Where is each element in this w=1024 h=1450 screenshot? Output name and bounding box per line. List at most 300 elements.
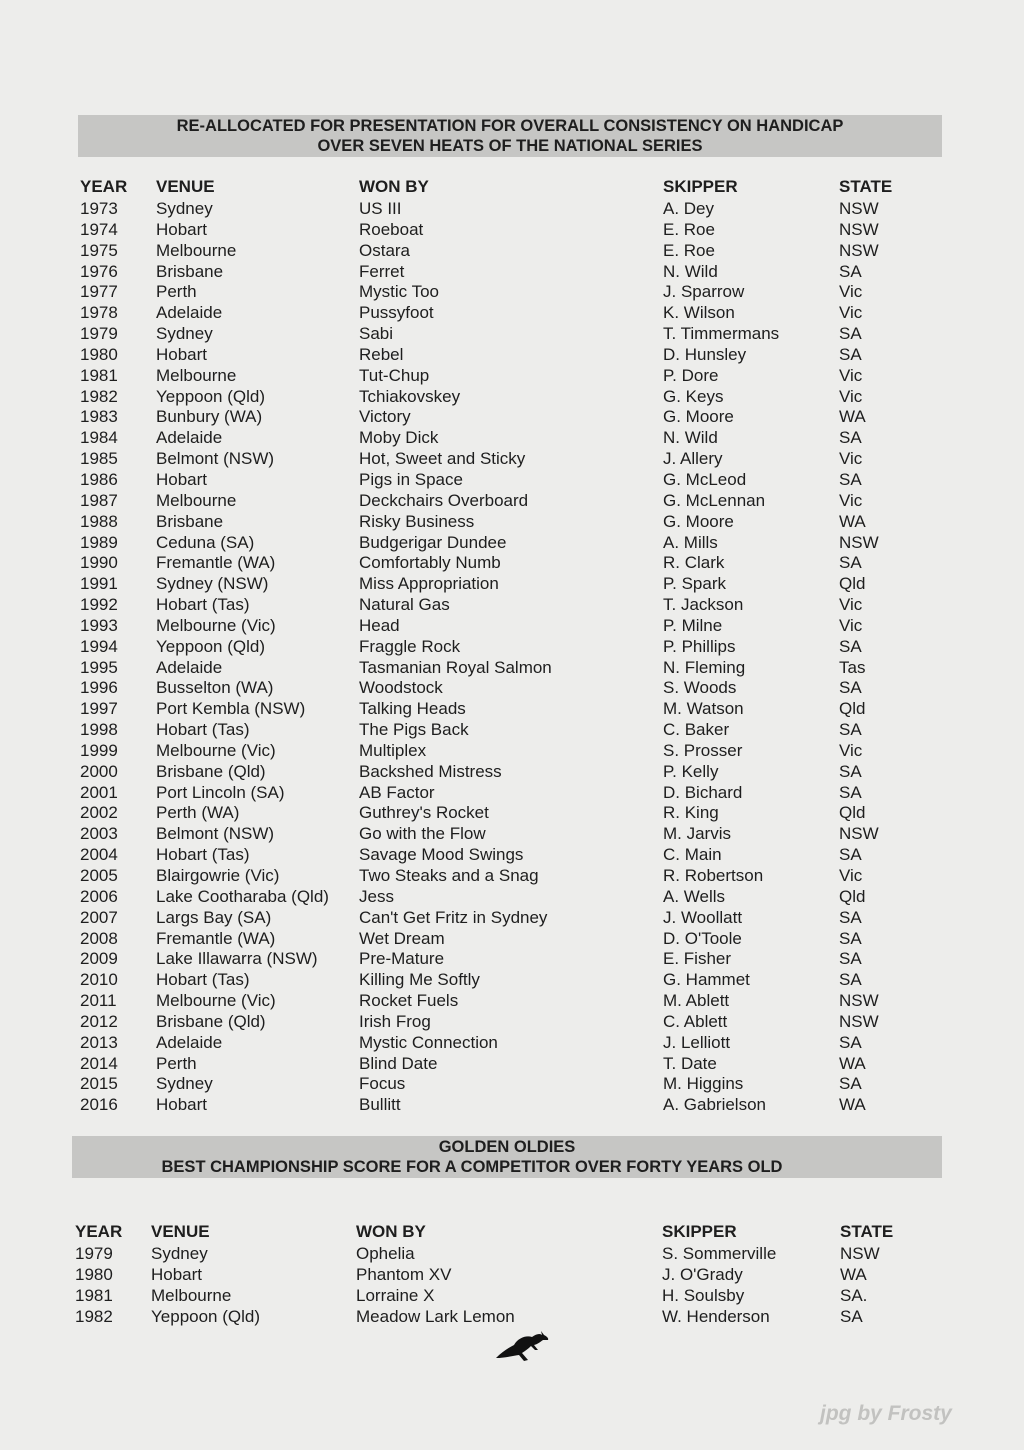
cell-skipper: T. Jackson (663, 595, 744, 615)
cell-state: NSW (840, 1244, 880, 1263)
header-won-by: WON BY (359, 177, 429, 196)
cell-venue: Belmont (NSW) (156, 824, 275, 844)
table-row (0, 470, 1024, 491)
cell-skipper: P. Spark (663, 574, 727, 594)
cell-year: 1992 (80, 595, 118, 615)
cell-won-by: Killing Me Softly (359, 970, 480, 990)
cell-won-by: Tut-Chup (359, 365, 430, 385)
section1-title-line1: RE-ALLOCATED FOR PRESENTATION FOR OVERALL CONSISTENCY ON HANDICAP (176, 117, 844, 135)
table-row (0, 803, 1024, 824)
table-row (0, 616, 1024, 637)
section1-rows (0, 199, 1024, 1116)
cell-state: Vic (839, 449, 863, 469)
cell-state: SA (839, 1032, 862, 1052)
header-state: STATE (839, 177, 893, 196)
cell-won-by: Wet Dream (359, 928, 445, 948)
cell-skipper: G. Moore (663, 407, 734, 427)
cell-won-by: Budgerigar Dundee (359, 532, 507, 552)
cell-state: Vic (839, 740, 863, 760)
cell-venue: Bunbury (WA) (156, 407, 263, 427)
cell-won-by: Focus (359, 1074, 406, 1094)
cell-skipper: E. Roe (663, 240, 715, 260)
cell-year: 1975 (80, 240, 118, 260)
cell-venue: Perth (156, 282, 197, 302)
cell-year: 1980 (80, 344, 118, 364)
cell-won-by: Ostara (359, 240, 411, 260)
cell-won-by: Sabi (359, 324, 394, 344)
table-row (0, 929, 1024, 950)
table-row (0, 887, 1024, 908)
cell-venue: Blairgowrie (Vic) (156, 866, 280, 885)
cell-venue: Perth (156, 1053, 197, 1073)
cell-year: 1990 (80, 553, 118, 573)
table-row (0, 699, 1024, 720)
section1-banner (78, 115, 942, 157)
cell-won-by: Two Steaks and a Snag (359, 866, 539, 885)
kangaroo-icon (494, 1328, 550, 1362)
cell-skipper: A. Wells (663, 886, 726, 906)
cell-state: SA (839, 782, 862, 802)
cell-won-by: Moby Dick (359, 428, 439, 448)
cell-state: Vic (839, 282, 863, 302)
cell-venue: Adelaide (156, 303, 223, 323)
cell-year: 1973 (80, 199, 118, 218)
table-row (0, 908, 1024, 929)
section2-table (0, 1222, 1024, 1327)
cell-skipper: J. Woollatt (663, 907, 743, 927)
cell-won-by: Irish Frog (359, 1011, 431, 1031)
cell-state: SA (839, 261, 862, 281)
table-row (0, 241, 1024, 262)
cell-venue: Belmont (NSW) (156, 449, 275, 469)
cell-won-by: Rebel (359, 344, 404, 364)
section2-rows (0, 1244, 1024, 1327)
cell-venue: Hobart (156, 344, 208, 364)
cell-skipper: T. Timmermans (663, 324, 780, 344)
cell-skipper: A. Mills (663, 532, 718, 552)
table-row (0, 449, 1024, 470)
cell-venue: Lake Illawarra (NSW) (156, 949, 318, 969)
cell-year: 1977 (80, 282, 118, 302)
cell-skipper: T. Date (663, 1053, 717, 1073)
header-won-by: WON BY (356, 1222, 426, 1241)
table-row (0, 824, 1024, 845)
cell-won-by: Ferret (359, 261, 405, 281)
cell-state: SA (839, 1074, 862, 1094)
cell-venue: Melbourne (Vic) (156, 740, 276, 760)
cell-won-by: Tasmanian Royal Salmon (359, 657, 552, 677)
cell-year: 2002 (80, 803, 118, 823)
cell-skipper: D. O'Toole (663, 928, 742, 948)
cell-state: NSW (839, 991, 879, 1011)
cell-venue: Hobart (Tas) (156, 720, 250, 740)
cell-year: 1985 (80, 449, 118, 469)
cell-state: WA (839, 511, 866, 531)
cell-venue: Hobart (156, 469, 208, 489)
cell-year: 2010 (80, 970, 118, 990)
cell-state: Vic (839, 615, 863, 635)
cell-skipper: P. Phillips (663, 636, 736, 656)
cell-venue: Brisbane (Qld) (156, 1011, 266, 1031)
cell-state: WA (840, 1264, 867, 1284)
cell-state: NSW (839, 824, 879, 844)
cell-year: 1978 (80, 303, 118, 323)
cell-state: SA (839, 970, 862, 990)
cell-won-by: Multiplex (359, 740, 427, 760)
cell-year: 1994 (80, 636, 118, 656)
cell-won-by: Comfortably Numb (359, 553, 501, 573)
cell-state: NSW (839, 199, 879, 218)
cell-state: SA (839, 761, 862, 781)
table-row (0, 366, 1024, 387)
cell-skipper: N. Fleming (663, 657, 746, 677)
table-row (0, 949, 1024, 970)
header-year: YEAR (75, 1222, 123, 1241)
cell-year: 2014 (80, 1053, 118, 1073)
cell-won-by: Woodstock (359, 678, 443, 698)
cell-venue: Port Kembla (NSW) (156, 699, 306, 719)
table-row (0, 741, 1024, 762)
cell-year: 2003 (80, 824, 118, 844)
cell-won-by: Guthrey's Rocket (359, 803, 489, 823)
cell-year: 1981 (75, 1285, 113, 1305)
cell-state: SA. (840, 1285, 868, 1305)
cell-year: 1981 (80, 365, 118, 385)
cell-skipper: G. McLennan (663, 490, 766, 510)
cell-year: 2000 (80, 761, 118, 781)
table-row (0, 1307, 1024, 1328)
cell-venue: Fremantle (WA) (156, 553, 276, 573)
cell-state: SA (839, 720, 862, 740)
cell-year: 1988 (80, 511, 118, 531)
cell-venue: Sydney (151, 1244, 208, 1263)
table-row (0, 678, 1024, 699)
table-row (0, 220, 1024, 241)
table-row (0, 845, 1024, 866)
cell-state: SA (839, 907, 862, 927)
cell-skipper: N. Wild (663, 428, 718, 448)
table-row (0, 1286, 1024, 1307)
cell-won-by: Mystic Too (359, 282, 439, 302)
cell-state: SA (839, 553, 862, 573)
cell-won-by: Phantom XV (356, 1264, 452, 1284)
table-row (0, 303, 1024, 324)
cell-skipper: J. Allery (663, 449, 723, 469)
cell-state: NSW (839, 240, 879, 260)
table-row (0, 324, 1024, 345)
cell-venue: Melbourne (Vic) (156, 991, 276, 1011)
cell-skipper: M. Higgins (663, 1074, 744, 1094)
cell-skipper: S. Prosser (663, 740, 743, 760)
cell-year: 1995 (80, 657, 118, 677)
cell-venue: Sydney (156, 1074, 213, 1094)
cell-venue: Hobart (156, 1095, 208, 1115)
header-venue: VENUE (151, 1222, 210, 1241)
cell-venue: Busselton (WA) (156, 678, 274, 698)
table-row (0, 762, 1024, 783)
cell-skipper: S. Woods (663, 678, 737, 698)
cell-won-by: Deckchairs Overboard (359, 490, 529, 510)
cell-year: 2008 (80, 928, 118, 948)
table-row (0, 970, 1024, 991)
cell-skipper: R. Clark (663, 553, 725, 573)
table-header (0, 177, 1024, 199)
cell-won-by: Fraggle Rock (359, 636, 461, 656)
cell-skipper: J. O'Grady (662, 1264, 743, 1284)
cell-won-by: Bullitt (359, 1095, 401, 1115)
cell-won-by: Tchiakovskey (359, 386, 461, 406)
cell-state: Vic (839, 303, 863, 323)
cell-venue: Fremantle (WA) (156, 928, 276, 948)
header-state: STATE (840, 1222, 894, 1241)
cell-venue: Sydney (156, 199, 213, 218)
cell-skipper: C. Baker (663, 720, 730, 740)
cell-skipper: D. Bichard (663, 782, 743, 802)
cell-state: NSW (839, 219, 879, 239)
cell-skipper: P. Kelly (663, 761, 719, 781)
cell-skipper: W. Henderson (662, 1306, 770, 1326)
cell-skipper: H. Soulsby (662, 1285, 745, 1305)
cell-venue: Sydney (NSW) (156, 574, 269, 594)
cell-year: 1996 (80, 678, 118, 698)
table-row (0, 1054, 1024, 1075)
cell-won-by: Head (359, 615, 400, 635)
cell-year: 2013 (80, 1032, 118, 1052)
cell-skipper: G. Hammet (663, 970, 750, 990)
cell-won-by: Natural Gas (359, 595, 450, 615)
cell-skipper: J. Lelliott (663, 1032, 731, 1052)
table-row (0, 866, 1024, 887)
cell-venue: Ceduna (SA) (156, 532, 255, 552)
cell-year: 1974 (80, 219, 118, 239)
cell-state: SA (839, 928, 862, 948)
section2-title-line2: BEST CHAMPIONSHIP SCORE FOR A COMPETITOR OVER FORTY YEARS OLD (161, 1158, 783, 1176)
cell-skipper: G. McLeod (663, 469, 747, 489)
cell-venue: Melbourne (156, 365, 237, 385)
cell-venue: Hobart (Tas) (156, 595, 250, 615)
cell-state: WA (839, 407, 866, 427)
cell-won-by: The Pigs Back (359, 720, 469, 740)
cell-state: Vic (839, 595, 863, 615)
cell-state: WA (839, 1053, 866, 1073)
cell-venue: Hobart (Tas) (156, 845, 250, 865)
cell-year: 1998 (80, 720, 118, 740)
cell-won-by: Roeboat (359, 219, 424, 239)
cell-venue: Hobart (156, 219, 208, 239)
cell-year: 1980 (75, 1264, 113, 1284)
cell-year: 1976 (80, 261, 118, 281)
cell-won-by: Savage Mood Swings (359, 845, 524, 865)
table-row (0, 533, 1024, 554)
table-row (0, 991, 1024, 1012)
cell-won-by: Meadow Lark Lemon (356, 1306, 515, 1326)
cell-won-by: AB Factor (359, 782, 435, 802)
cell-skipper: P. Dore (663, 365, 719, 385)
table-row (0, 407, 1024, 428)
table-row (0, 428, 1024, 449)
cell-skipper: D. Hunsley (663, 344, 747, 364)
cell-year: 2011 (80, 991, 117, 1011)
cell-skipper: R. King (663, 803, 719, 823)
cell-skipper: M. Watson (663, 699, 744, 719)
cell-skipper: R. Robertson (663, 866, 764, 885)
cell-skipper: K. Wilson (663, 303, 735, 323)
cell-year: 1989 (80, 532, 118, 552)
cell-state: Qld (839, 886, 866, 906)
cell-state: Tas (839, 657, 866, 677)
cell-year: 1984 (80, 428, 118, 448)
table-row (0, 199, 1024, 220)
table-header (0, 1222, 1024, 1244)
cell-won-by: Miss Appropriation (359, 574, 499, 594)
cell-won-by: US III (359, 199, 402, 218)
table-row (0, 491, 1024, 512)
cell-year: 2004 (80, 845, 118, 865)
cell-year: 1983 (80, 407, 118, 427)
cell-skipper: M. Jarvis (663, 824, 731, 844)
table-row (0, 1095, 1024, 1116)
cell-won-by: Can't Get Fritz in Sydney (359, 907, 548, 927)
cell-state: SA (839, 469, 862, 489)
cell-venue: Melbourne (151, 1285, 232, 1305)
cell-skipper: C. Main (663, 845, 722, 865)
cell-year: 1993 (80, 615, 118, 635)
cell-venue: Hobart (Tas) (156, 970, 250, 990)
cell-won-by: Pussyfoot (359, 303, 434, 323)
section1-title-line2: OVER SEVEN HEATS OF THE NATIONAL SERIES (317, 137, 703, 155)
cell-skipper: E. Roe (663, 219, 715, 239)
header-skipper: SKIPPER (662, 1222, 737, 1241)
cell-state: WA (839, 1095, 866, 1115)
cell-won-by: Blind Date (359, 1053, 438, 1073)
cell-won-by: Hot, Sweet and Sticky (359, 449, 526, 469)
cell-year: 2001 (80, 782, 118, 802)
cell-state: SA (839, 324, 862, 344)
cell-won-by: Risky Business (359, 511, 475, 531)
cell-state: Vic (839, 386, 863, 406)
cell-state: SA (840, 1306, 863, 1326)
cell-skipper: A. Gabrielson (663, 1095, 766, 1115)
cell-won-by: Backshed Mistress (359, 761, 502, 781)
cell-venue: Melbourne (Vic) (156, 615, 276, 635)
cell-year: 1982 (80, 386, 118, 406)
table-row (0, 637, 1024, 658)
cell-won-by: Pre-Mature (359, 949, 445, 969)
cell-state: NSW (839, 1011, 879, 1031)
photo-credit: jpg by Frosty (820, 1402, 952, 1425)
cell-venue: Adelaide (156, 657, 223, 677)
cell-year: 1997 (80, 699, 118, 719)
cell-venue: Melbourne (156, 240, 237, 260)
cell-state: Vic (839, 490, 863, 510)
header-skipper: SKIPPER (663, 177, 738, 196)
cell-won-by: Mystic Connection (359, 1032, 498, 1052)
cell-won-by: Talking Heads (359, 699, 466, 719)
table-row (0, 1033, 1024, 1054)
cell-year: 2016 (80, 1095, 118, 1115)
section1-table (0, 177, 1024, 1116)
cell-year: 1991 (80, 574, 118, 594)
table-row (0, 1074, 1024, 1095)
cell-venue: Adelaide (156, 428, 223, 448)
table-row (0, 387, 1024, 408)
cell-venue: Yeppoon (Qld) (151, 1306, 261, 1326)
table-row (0, 1012, 1024, 1033)
cell-state: Vic (839, 365, 863, 385)
cell-won-by: Ophelia (356, 1244, 415, 1263)
cell-year: 1999 (80, 740, 118, 760)
table-row (0, 595, 1024, 616)
cell-state: Qld (839, 699, 866, 719)
cell-won-by: Go with the Flow (359, 824, 486, 844)
cell-venue: Brisbane (156, 511, 224, 531)
cell-skipper: P. Milne (663, 615, 723, 635)
cell-venue: Yeppoon (Qld) (156, 636, 266, 656)
section2-title-line1: GOLDEN OLDIES (438, 1138, 576, 1156)
cell-skipper: J. Sparrow (663, 282, 745, 302)
header-venue: VENUE (156, 177, 215, 196)
cell-venue: Hobart (151, 1264, 203, 1284)
cell-state: SA (839, 636, 862, 656)
cell-year: 2012 (80, 1011, 118, 1031)
cell-venue: Port Lincoln (SA) (156, 782, 285, 802)
table-row (0, 512, 1024, 533)
cell-venue: Adelaide (156, 1032, 223, 1052)
table-row (0, 783, 1024, 804)
cell-skipper: C. Ablett (663, 1011, 728, 1031)
cell-venue: Largs Bay (SA) (156, 907, 272, 927)
cell-state: SA (839, 344, 862, 364)
cell-skipper: N. Wild (663, 261, 718, 281)
cell-skipper: A. Dey (663, 199, 715, 218)
cell-state: Qld (839, 803, 866, 823)
cell-won-by: Victory (359, 407, 411, 427)
cell-skipper: M. Ablett (663, 991, 730, 1011)
cell-state: NSW (839, 532, 879, 552)
cell-state: Qld (839, 574, 866, 594)
header-year: YEAR (80, 177, 128, 196)
cell-venue: Sydney (156, 324, 213, 344)
cell-venue: Brisbane (156, 261, 224, 281)
cell-year: 1979 (80, 324, 118, 344)
table-row (0, 1244, 1024, 1265)
cell-state: SA (839, 845, 862, 865)
cell-year: 1986 (80, 469, 118, 489)
cell-year: 2006 (80, 886, 118, 906)
cell-year: 2005 (80, 866, 118, 885)
cell-venue: Yeppoon (Qld) (156, 386, 266, 406)
table-row (0, 1265, 1024, 1286)
cell-skipper: E. Fisher (663, 949, 732, 969)
table-row (0, 345, 1024, 366)
cell-year: 1987 (80, 490, 118, 510)
cell-venue: Melbourne (156, 490, 237, 510)
cell-venue: Lake Cootharaba (Qld) (156, 886, 329, 906)
table-row (0, 658, 1024, 679)
cell-won-by: Pigs in Space (359, 469, 463, 489)
cell-venue: Brisbane (Qld) (156, 761, 266, 781)
table-row (0, 282, 1024, 303)
cell-venue: Perth (WA) (156, 803, 240, 823)
cell-state: SA (839, 678, 862, 698)
table-row (0, 574, 1024, 595)
cell-skipper: G. Keys (663, 386, 724, 406)
cell-won-by: Rocket Fuels (359, 991, 459, 1011)
cell-year: 1979 (75, 1244, 113, 1263)
cell-state: SA (839, 949, 862, 969)
table-row (0, 262, 1024, 283)
cell-state: SA (839, 428, 862, 448)
